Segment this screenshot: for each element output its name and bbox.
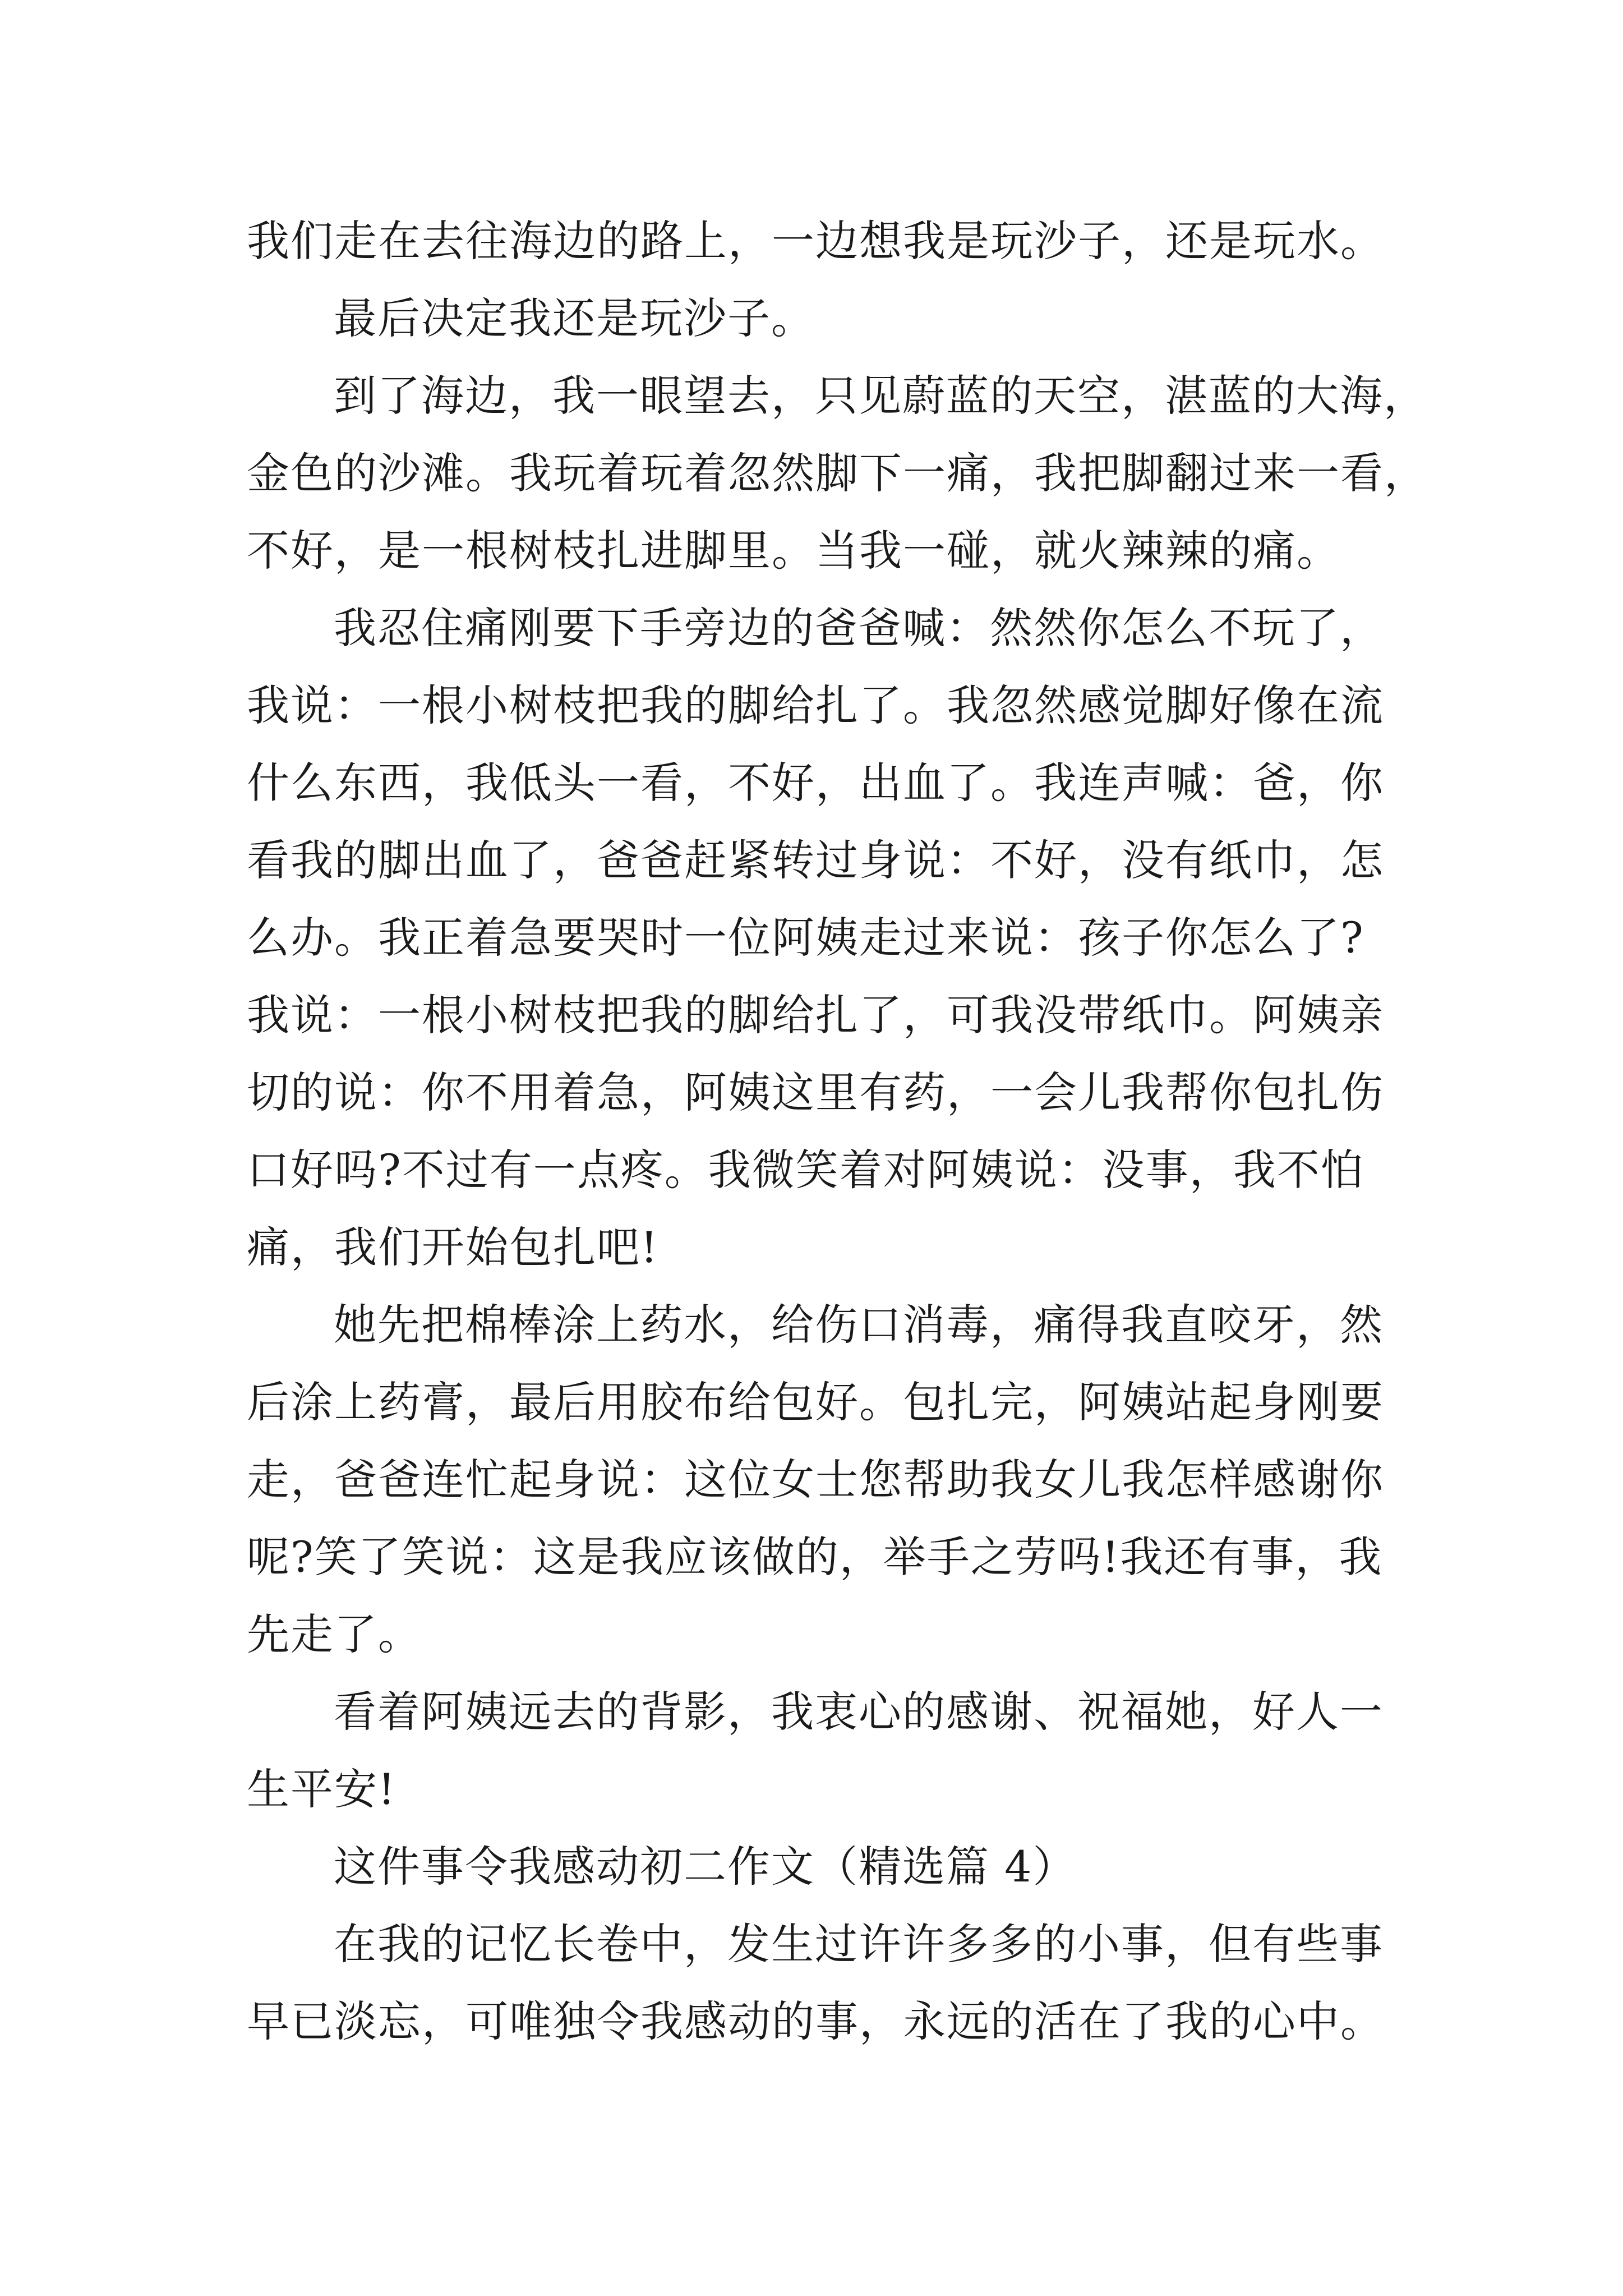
text-line: 痛，我们开始包扎吧!: [247, 1222, 659, 1272]
text-line: 不好，是一根树枝扎进脚里。当我一碰，就火辣辣的痛。: [247, 526, 1340, 576]
text-line: 看我的脚出血了，爸爸赶紧转过身说：不好，没有纸巾，怎: [247, 835, 1384, 885]
text-line: 走，爸爸连忙起身说：这位女士您帮助我女儿我怎样感谢你: [247, 1455, 1384, 1504]
text-line: 到了海边，我一眼望去，只见蔚蓝的天空，湛蓝的大海，: [334, 371, 1427, 421]
text-line: 我们走在去往海边的路上，一边想我是玩沙子，还是玩水。: [247, 216, 1384, 266]
text-line: 么办。我正着急要哭时一位阿姨走过来说：孩子你怎么了?: [247, 913, 1364, 963]
text-line: 最后决定我还是玩沙子。: [334, 293, 815, 343]
text-line: 什么东西，我低头一看，不好，出血了。我连声喊：爸，你: [247, 758, 1384, 808]
text-line: 我说：一根小树枝把我的脚给扎了。我忽然感觉脚好像在流: [247, 680, 1384, 730]
text-line: 金色的沙滩。我玩着玩着忽然脚下一痛，我把脚翻过来一看，: [247, 448, 1428, 498]
text-line: 生平安!: [247, 1764, 396, 1814]
text-line: 我说：一根小树枝把我的脚给扎了，可我没带纸巾。阿姨亲: [247, 990, 1384, 1040]
text-line: 切的说：你不用着急，阿姨这里有药，一会儿我帮你包扎伤: [247, 1068, 1384, 1117]
text-line: 在我的记忆长卷中，发生过许许多多的小事，但有些事: [334, 1919, 1384, 1969]
text-line: 早已淡忘，可唯独令我感动的事，永远的活在了我的心中。: [247, 1996, 1384, 2046]
text-line: 先走了。: [247, 1609, 422, 1659]
text-line: 看着阿姨远去的背影，我衷心的感谢、祝福她，好人一: [334, 1687, 1384, 1737]
text-line: 呢?笑了笑说：这是我应该做的，举手之劳吗!我还有事，我: [247, 1532, 1383, 1582]
section-heading: 这件事令我感动初二作文（精选篇 4）: [334, 1842, 1077, 1892]
text-line: 她先把棉棒涂上药水，给伤口消毒，痛得我直咬牙，然: [334, 1300, 1384, 1350]
text-line: 我忍住痛刚要下手旁边的爸爸喊：然然你怎么不玩了，: [334, 603, 1384, 653]
text-line: 后涂上药膏，最后用胶布给包好。包扎完，阿姨站起身刚要: [247, 1377, 1384, 1427]
text-line: 口好吗?不过有一点疼。我微笑着对阿姨说：没事，我不怕: [247, 1145, 1364, 1195]
